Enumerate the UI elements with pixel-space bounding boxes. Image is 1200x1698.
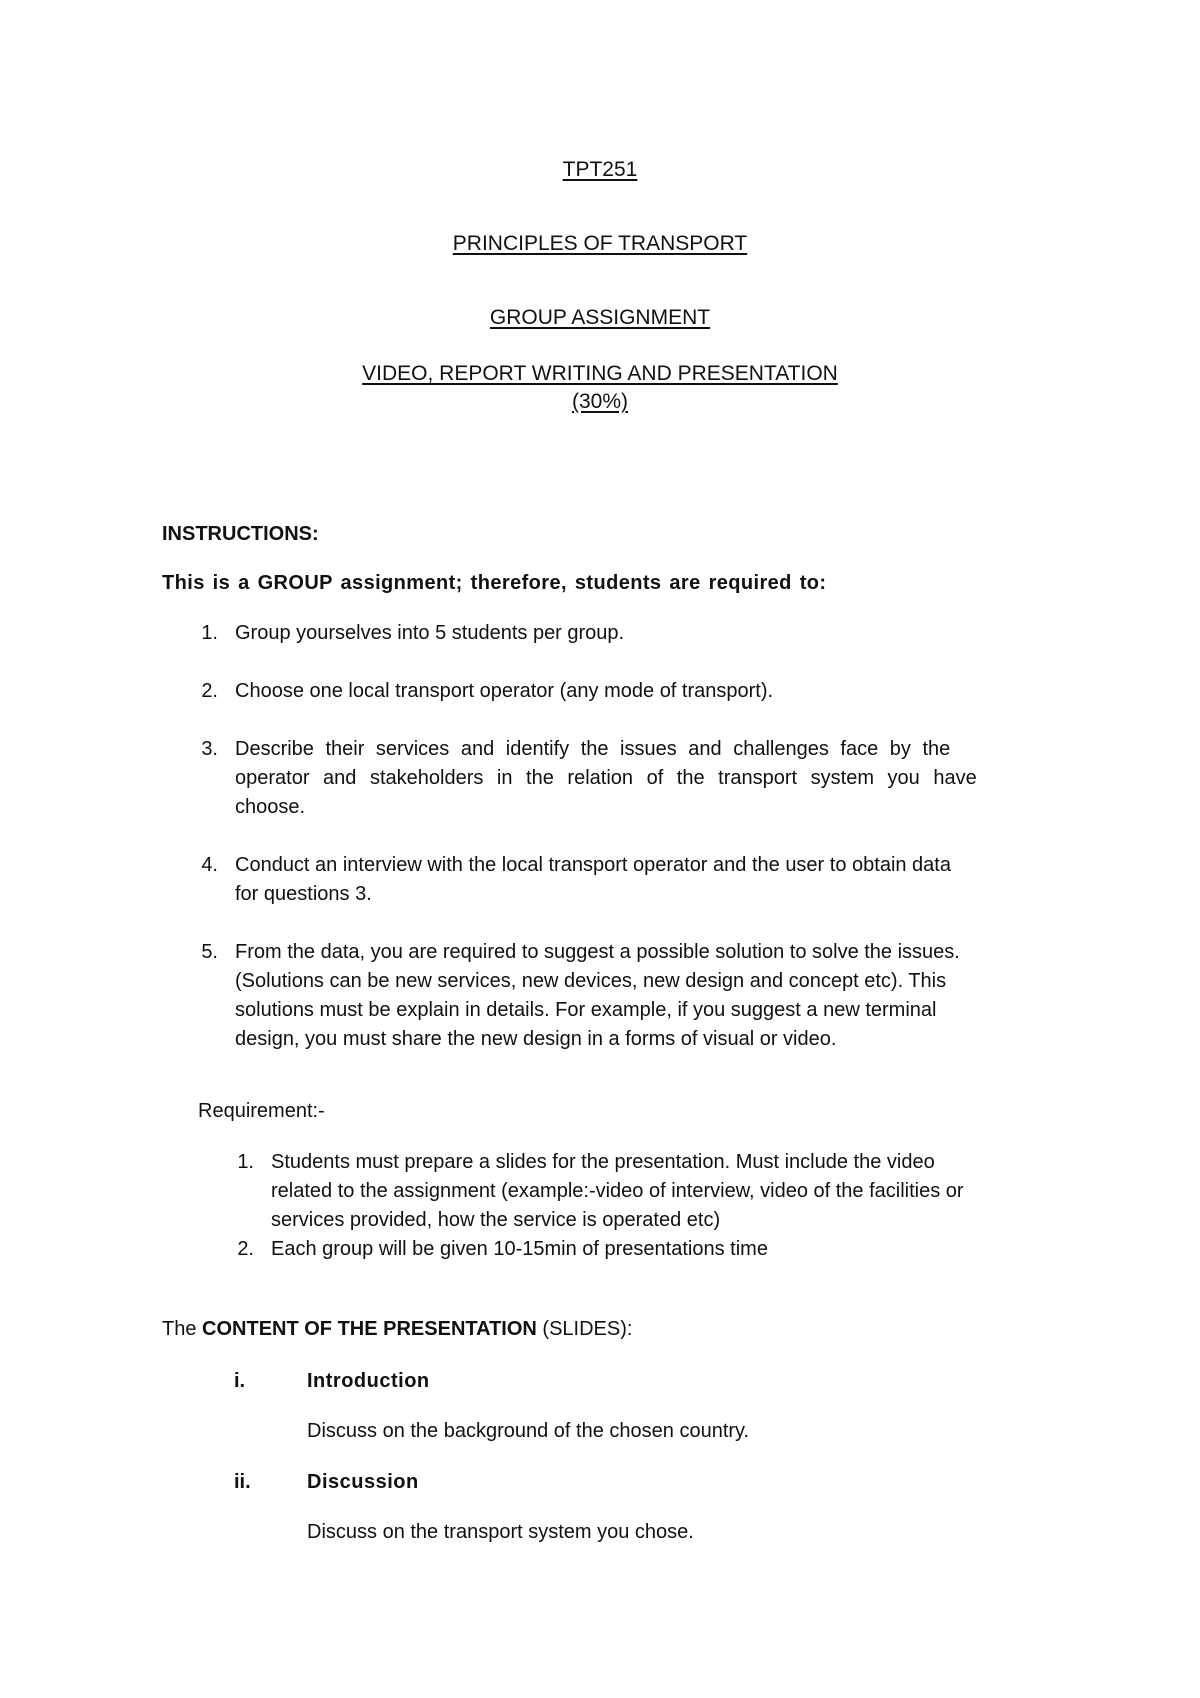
section-description: Discuss on the background of the chosen country. — [307, 1420, 750, 1442]
list-number: 2. — [237, 1238, 254, 1260]
list-number: 4. — [201, 854, 218, 876]
section-title: Discussion — [307, 1471, 419, 1493]
course-name: PRINCIPLES OF TRANSPORT — [452, 232, 748, 255]
list-text-line: solutions must be explain in details. For example, if you suggest a new terminal — [235, 999, 937, 1021]
section-number: i. — [234, 1370, 246, 1392]
list-text: Choose one local transport operator (any mode of transport). — [235, 680, 774, 702]
section-title: Introduction — [307, 1370, 430, 1392]
list-text-line: From the data, you are required to suggest a possible solution to solve the issues. — [235, 941, 960, 963]
assignment-weight: (30%) — [571, 390, 629, 413]
content-bold: CONTENT OF THE PRESENTATION — [202, 1318, 537, 1340]
list-text-line: operator and stakeholders in the relation of the transport system you have — [235, 767, 977, 789]
list-number: 5. — [201, 941, 218, 963]
list-text-line: for questions 3. — [235, 883, 372, 905]
list-text-line: Describe their services and identify the issues and challenges face by the — [235, 738, 951, 760]
content-suffix: (SLIDES): — [542, 1318, 633, 1340]
list-text-line: (Solutions can be new services, new devices, new design and concept etc). This — [235, 970, 947, 992]
list-text: Each group will be given 10-15min of presentations time — [271, 1238, 768, 1260]
list-text-line: Students must prepare a slides for the presentation. Must include the video — [271, 1151, 935, 1173]
assignment-type: GROUP ASSIGNMENT — [489, 306, 711, 329]
section-description: Discuss on the transport system you chose. — [307, 1521, 694, 1543]
course-code: TPT251 — [562, 158, 638, 181]
list-number: 2. — [201, 680, 218, 702]
list-text-line: design, you must share the new design in a forms of visual or video. — [235, 1028, 837, 1050]
content-heading — [162, 1318, 632, 1341]
content-prefix: The — [162, 1318, 197, 1340]
assignment-title: VIDEO, REPORT WRITING AND PRESENTATION — [362, 362, 838, 385]
list-text-line: Conduct an interview with the local transport operator and the user to obtain data — [235, 854, 951, 876]
list-text: Group yourselves into 5 students per group. — [235, 622, 625, 644]
instructions-heading: INSTRUCTIONS: — [162, 523, 319, 545]
list-number: 3. — [201, 738, 218, 760]
list-number: 1. — [201, 622, 218, 644]
instructions-intro: This is a GROUP assignment; therefore, students are required to: — [162, 572, 827, 594]
section-number: ii. — [234, 1471, 251, 1493]
list-text-line: choose. — [235, 796, 306, 818]
requirement-heading: Requirement:- — [198, 1100, 325, 1122]
list-text-line: services provided, how the service is operated etc) — [271, 1209, 721, 1231]
list-number: 1. — [237, 1151, 254, 1173]
list-text-line: related to the assignment (example:-video of interview, video of the facilities or — [271, 1180, 964, 1202]
